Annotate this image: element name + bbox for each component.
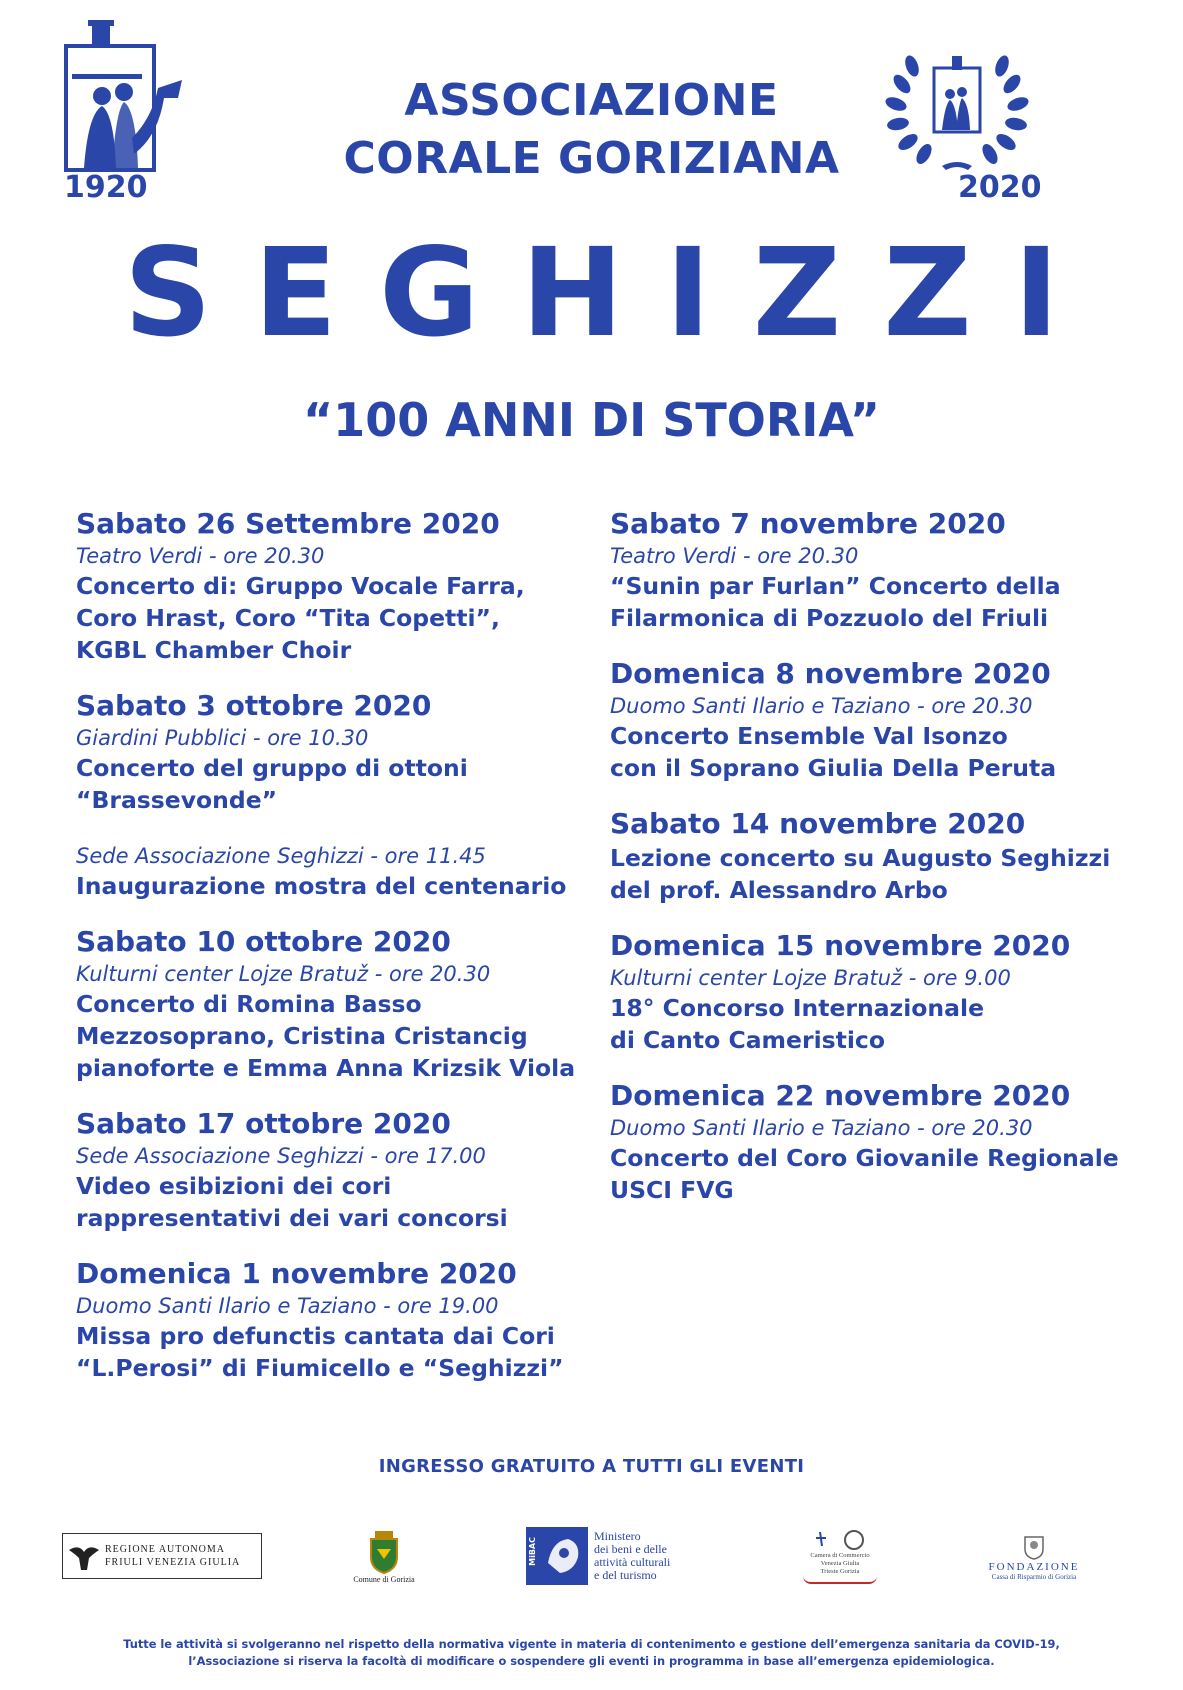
event-line: Concerto di: Gruppo Vocale Farra,: [76, 572, 525, 600]
event-line: KGBL Chamber Choir: [76, 636, 352, 664]
event-venue: Teatro Verdi - ore 20.30: [610, 544, 859, 568]
event-line: Concerto di Romina Basso: [76, 990, 422, 1018]
event-description: [76, 988, 606, 1084]
event-item: [76, 506, 606, 666]
sponsor-regione: [62, 1520, 262, 1592]
mibac-logo-icon: [526, 1527, 588, 1585]
mibac-tag: MiBAC: [528, 1537, 537, 1566]
event-description: [610, 1142, 1170, 1206]
event-description: [76, 570, 606, 666]
founding-year: 1920: [64, 170, 148, 205]
event-date: Sabato 7 novembre 2020: [610, 507, 1006, 540]
crest-icon: [1017, 1531, 1051, 1561]
event-line: 18° Concorso Internazionale: [610, 994, 985, 1022]
event-date: Sabato 26 Settembre 2020: [76, 507, 500, 540]
anniversary-year: 2020: [958, 170, 1042, 205]
event-description: [76, 1320, 606, 1384]
event-description: [76, 870, 606, 902]
event-date: Sabato 3 ottobre 2020: [76, 689, 432, 722]
event-line: “L.Perosi” di Fiumicello e “Seghizzi”: [76, 1354, 564, 1382]
ministero-line: Ministero: [594, 1529, 641, 1543]
red-arc-icon: [803, 1576, 877, 1584]
covid-disclaimer: [30, 1636, 1153, 1670]
event-item: [76, 1106, 606, 1234]
free-entry-notice: INGRESSO GRATUITO A TUTTI GLI EVENTI: [378, 1456, 805, 1477]
fondazione-subtitle: Cassa di Risparmio di Gorizia: [991, 1573, 1077, 1581]
event-description: [610, 720, 1170, 784]
event-venue: Sede Associazione Seghizzi - ore 17.00: [76, 1144, 486, 1168]
event-date: Sabato 14 novembre 2020: [610, 807, 1026, 840]
camera-commercio-icon: [810, 1528, 870, 1552]
regione-name-line: REGIONE AUTONOMA: [105, 1544, 225, 1555]
event-date: Domenica 1 novembre 2020: [76, 1257, 517, 1290]
event-description: [610, 842, 1170, 906]
event-line: Inaugurazione mostra del centenario: [76, 872, 567, 900]
event-item: [610, 928, 1170, 1056]
event-venue: Kulturni center Lojze Bratuž - ore 9.00: [610, 966, 1011, 990]
eagle-icon: [63, 1536, 105, 1576]
event-line: Concerto del Coro Giovanile Regionale: [610, 1144, 1119, 1172]
event-date: Domenica 8 novembre 2020: [610, 657, 1051, 690]
event-line: Lezione concerto su Augusto Seghizzi: [610, 844, 1111, 872]
event-line: di Canto Cameristico: [610, 1026, 885, 1054]
subtitle: “100 ANNI DI STORIA”: [302, 393, 881, 447]
event-line: con il Soprano Giulia Della Peruta: [610, 754, 1057, 782]
event-date: Domenica 15 novembre 2020: [610, 929, 1071, 962]
ministero-line: e del turismo: [594, 1568, 657, 1582]
event-item: [76, 1256, 606, 1384]
regione-name-line: FRIULI VENEZIA GIULIA: [105, 1557, 241, 1568]
event-item: [610, 1078, 1170, 1206]
camera-line: Venezia Giulia: [820, 1560, 860, 1567]
coat-of-arms-icon: [367, 1529, 401, 1575]
brand-title: SEGHIZZI: [123, 222, 1102, 364]
event-venue: Giardini Pubblici - ore 10.30: [76, 726, 369, 750]
association-name: [0, 72, 1183, 188]
camera-line: Camera di Commercio: [810, 1552, 870, 1559]
events-left-column: [76, 506, 606, 1406]
sub-event: [76, 842, 606, 902]
event-item: [610, 656, 1170, 784]
fondazione-name: FONDAZIONE: [988, 1561, 1080, 1573]
event-venue: Duomo Santi Ilario e Taziano - ore 19.00: [76, 1294, 499, 1318]
event-line: “Sunin par Furlan” Concerto della: [610, 572, 1061, 600]
event-line: Concerto Ensemble Val Isonzo: [610, 722, 1008, 750]
event-line: Filarmonica di Pozzuolo del Friuli: [610, 604, 1049, 632]
event-line: Coro Hrast, Coro “Tita Copetti”,: [76, 604, 500, 632]
sponsor-mibac: [526, 1520, 696, 1592]
event-venue: Duomo Santi Ilario e Taziano - ore 20.30: [610, 694, 1033, 718]
event-venue: Teatro Verdi - ore 20.30: [76, 544, 325, 568]
event-item: [76, 688, 606, 902]
sponsor-comune: [344, 1520, 424, 1592]
event-line: Missa pro defunctis cantata dai Cori: [76, 1322, 555, 1350]
sponsor-fondazione: [974, 1520, 1094, 1592]
event-venue: Duomo Santi Ilario e Taziano - ore 20.30: [610, 1116, 1033, 1140]
event-item: [610, 806, 1170, 906]
ministero-line: attività culturali: [594, 1555, 671, 1569]
event-line: pianoforte e Emma Anna Krizsik Viola: [76, 1054, 576, 1082]
event-line: Mezzosoprano, Cristina Cristancig: [76, 1022, 528, 1050]
event-description: [76, 752, 606, 816]
event-venue: Kulturni center Lojze Bratuž - ore 20.30: [76, 962, 491, 986]
event-date: Sabato 10 ottobre 2020: [76, 925, 451, 958]
comune-name: Comune di Gorizia: [353, 1574, 415, 1584]
event-item: [76, 924, 606, 1084]
events-right-column: [610, 506, 1170, 1228]
event-item: [610, 506, 1170, 634]
disclaimer-line: Tutte le attività si svolgeranno nel rispetto della normativa vigente in materia di contenimento e gestione dell’emergenza sanitaria da COVID-19,: [123, 1637, 1060, 1651]
sponsor-camera: [792, 1520, 888, 1592]
event-line: rappresentativi dei vari concorsi: [76, 1204, 508, 1232]
association-line-2: CORALE GORIZIANA: [343, 133, 840, 184]
event-description: [76, 1170, 606, 1234]
event-line: del prof. Alessandro Arbo: [610, 876, 948, 904]
camera-line: Trieste Gorizia: [820, 1568, 860, 1575]
event-date: Sabato 17 ottobre 2020: [76, 1107, 451, 1140]
event-description: [610, 570, 1170, 634]
event-line: Video esibizioni dei cori: [76, 1172, 392, 1200]
disclaimer-line: l’Associazione si riserva la facoltà di modificare o sospendere gli eventi in programma in base all’emergenza epidemiologica.: [188, 1654, 995, 1668]
event-line: “Brassevonde”: [76, 786, 278, 814]
event-venue: Sede Associazione Seghizzi - ore 11.45: [76, 844, 486, 868]
event-line: USCI FVG: [610, 1176, 734, 1204]
ministero-line: dei beni e delle: [594, 1542, 667, 1556]
event-line: Concerto del gruppo di ottoni: [76, 754, 468, 782]
event-description: [610, 992, 1170, 1056]
event-date: Domenica 22 novembre 2020: [610, 1079, 1071, 1112]
association-line-1: ASSOCIAZIONE: [404, 75, 779, 126]
